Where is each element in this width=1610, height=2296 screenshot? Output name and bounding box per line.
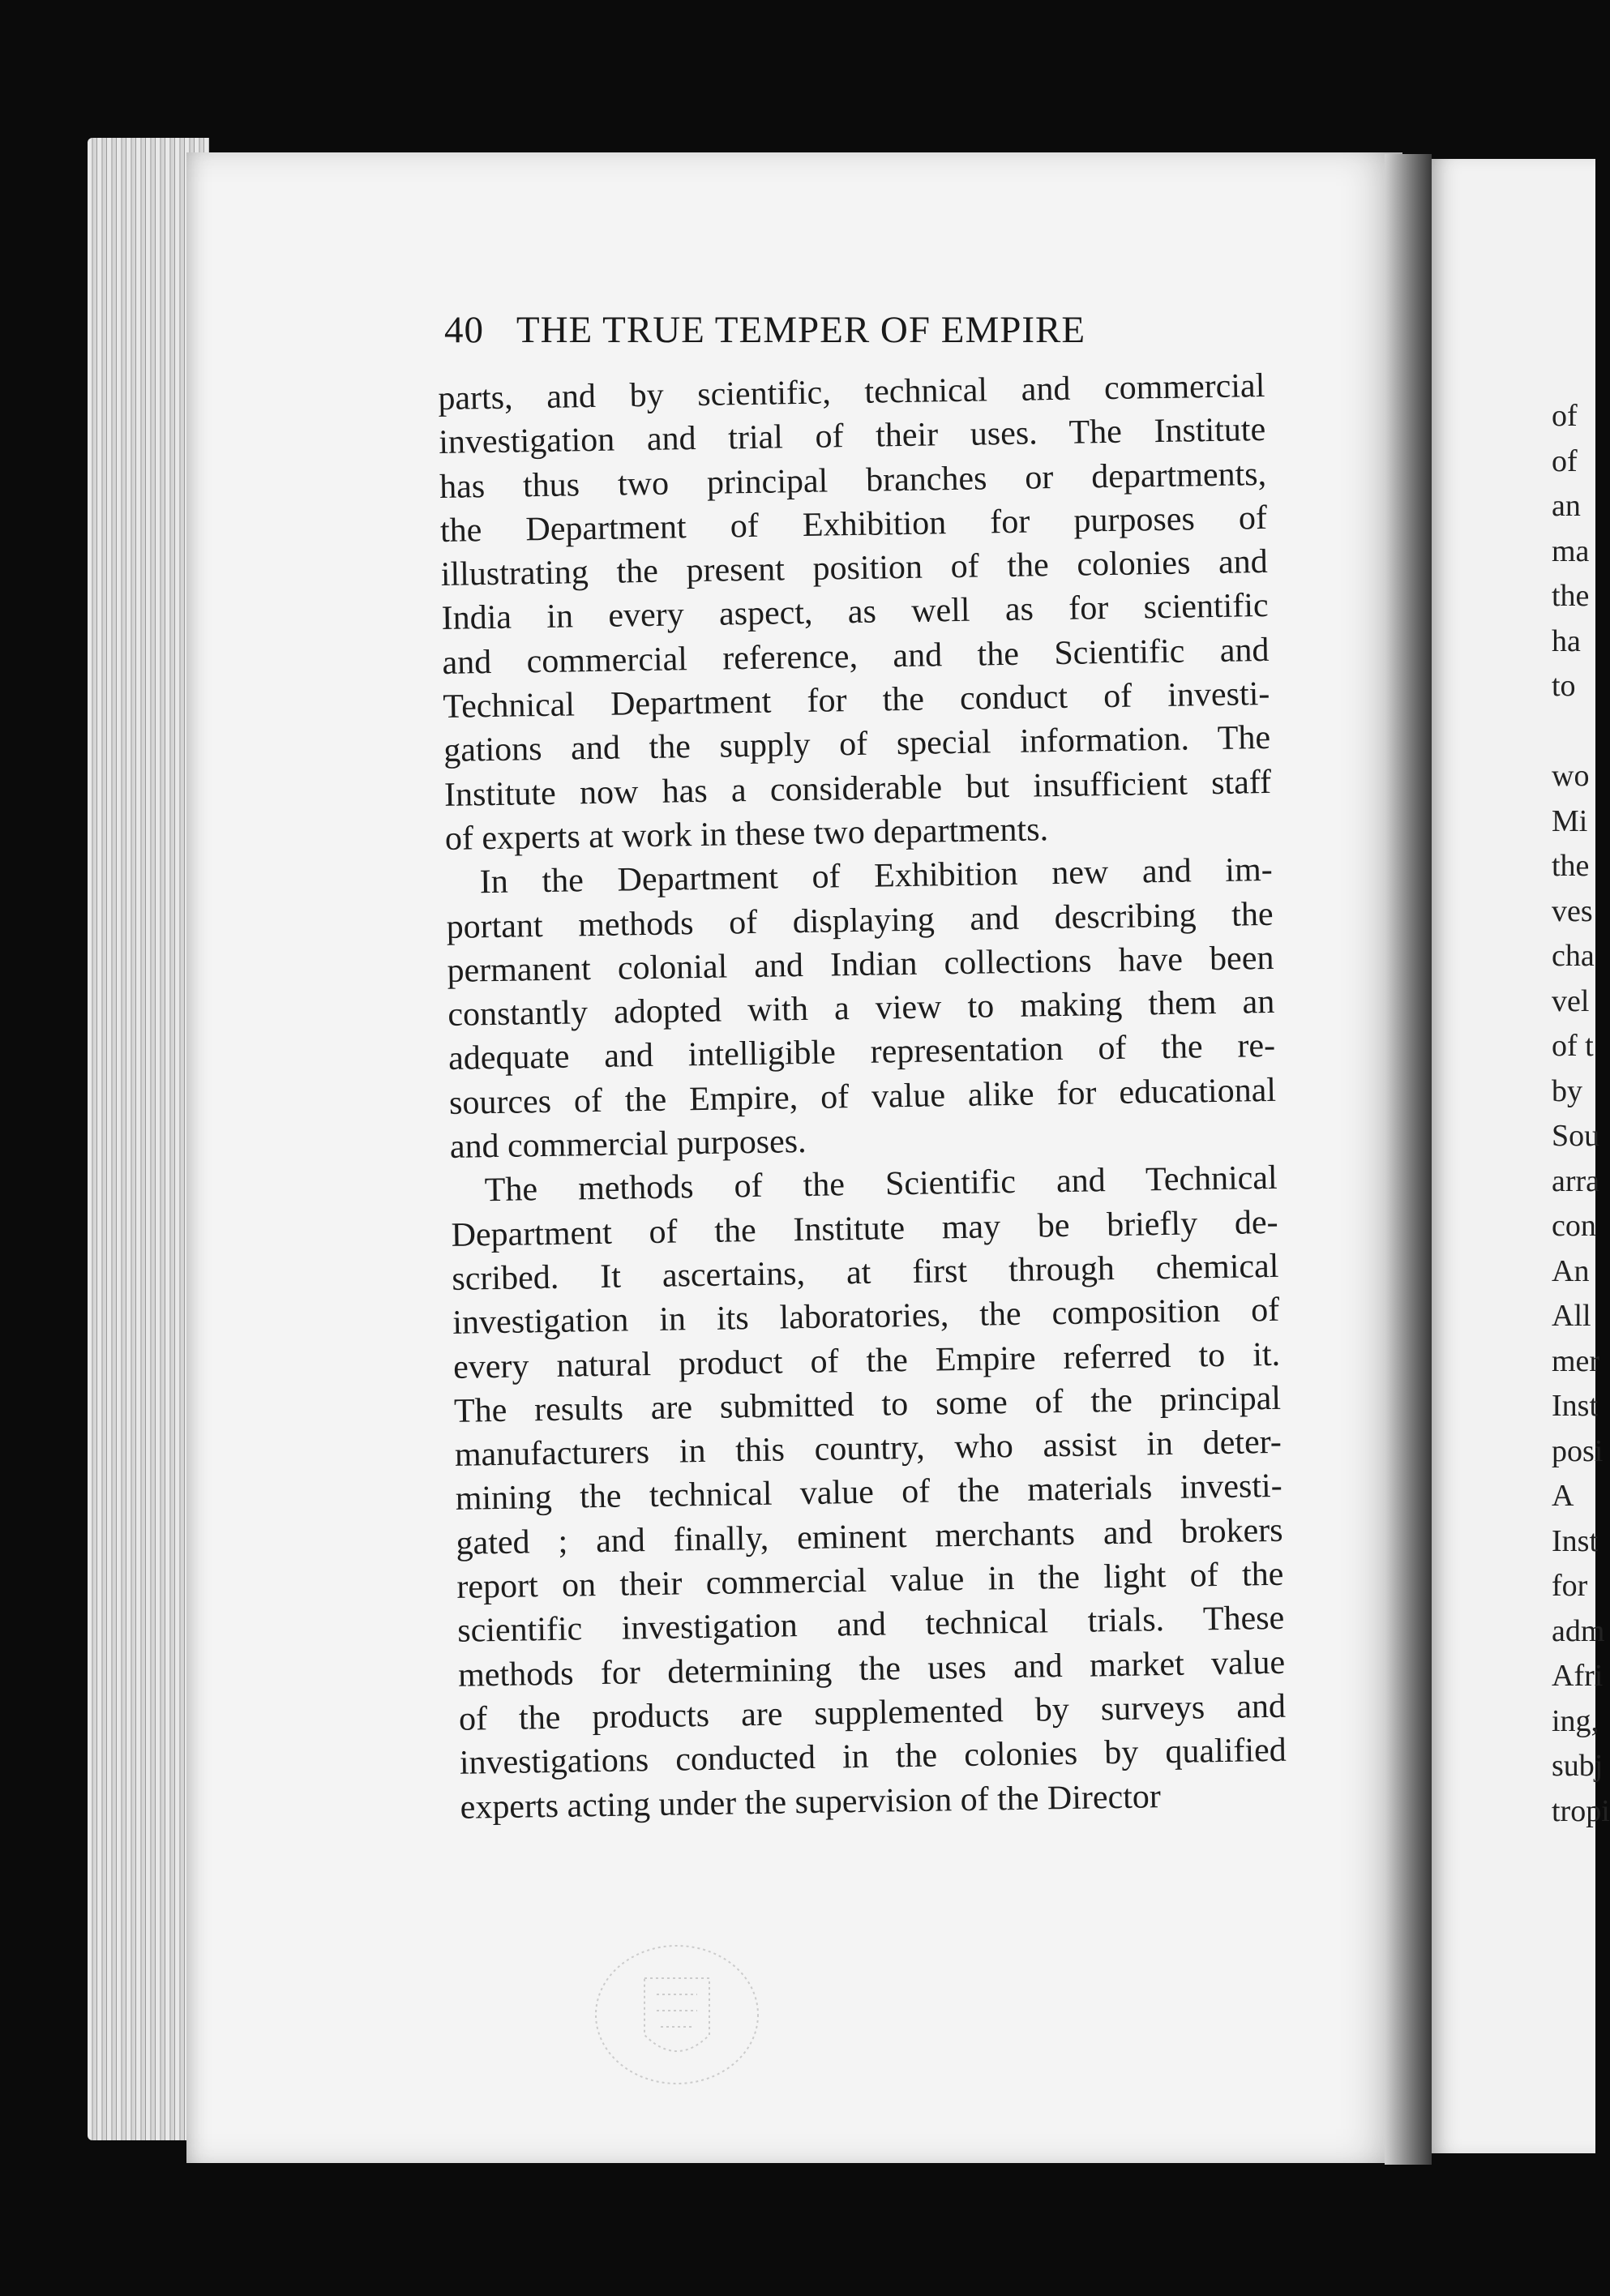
text-line: Department of the Institute may be briefly de- xyxy=(451,1203,1278,1254)
facing-line-fragment: the xyxy=(1552,579,1590,613)
text-line: investigation and trial of their uses. The Institute xyxy=(438,411,1266,462)
facing-line-fragment: for xyxy=(1552,1569,1588,1603)
text-line: India in every aspect, as well as for scientific xyxy=(441,587,1269,638)
text-line: mining the technical value of the materials investi- xyxy=(455,1467,1282,1519)
facing-line-fragment: Afri xyxy=(1552,1659,1604,1693)
book-gutter xyxy=(1385,154,1432,2165)
facing-line-fragment: to xyxy=(1552,669,1576,703)
facing-line-fragment: A xyxy=(1552,1479,1574,1513)
running-title: THE TRUE TEMPER OF EMPIRE xyxy=(516,309,1086,351)
running-header xyxy=(444,308,1085,352)
facing-line-fragment: by xyxy=(1552,1073,1582,1108)
page-body xyxy=(438,364,1287,1830)
page-number: 40 xyxy=(444,309,484,351)
facing-line-fragment: ha xyxy=(1552,623,1581,658)
facing-line-fragment: Mi xyxy=(1552,803,1588,838)
facing-line-fragment: wo xyxy=(1552,759,1590,793)
facing-line-fragment: All xyxy=(1552,1299,1591,1333)
text-line: every natural product of the Empire referred to it. xyxy=(452,1335,1281,1386)
paragraph xyxy=(438,364,1272,861)
text-line: and commercial purposes. xyxy=(449,1123,807,1166)
text-line: gated ; and finally, eminent merchants and brokers xyxy=(456,1511,1283,1562)
text-line: scribed. It ascertains, at first through chemical xyxy=(452,1247,1279,1298)
facing-line-fragment: an xyxy=(1552,489,1581,523)
text-line: adequate and intelligible representation of the re- xyxy=(447,1027,1276,1078)
text-line: manufacturers in this country, who assist in deter- xyxy=(454,1423,1282,1474)
text-line: permanent colonial and Indian collections have been xyxy=(447,939,1274,990)
text-line: methods for determining the uses and market value xyxy=(457,1643,1286,1694)
facing-line-fragment: subj xyxy=(1552,1749,1604,1783)
facing-line-fragment: vel xyxy=(1552,983,1590,1018)
facing-line-fragment: ing, xyxy=(1552,1703,1599,1738)
facing-page-text xyxy=(1552,394,1610,1834)
facing-line-fragment: mer xyxy=(1552,1343,1600,1378)
facing-line-fragment: of t xyxy=(1552,1029,1594,1063)
text-line: of the products are supplemented by surveys and xyxy=(458,1687,1287,1738)
text-line: experts acting under the supervision of the Director xyxy=(460,1777,1162,1827)
facing-line-fragment: Inst xyxy=(1552,1523,1598,1558)
text-line: report on their commercial value in the light of the xyxy=(456,1555,1284,1606)
paragraph xyxy=(450,1156,1287,1829)
facing-line-fragment: Sou xyxy=(1552,1119,1600,1153)
text-line: parts, and by scientific, technical and commercial xyxy=(438,366,1265,418)
text-line: portant methods of displaying and describing the xyxy=(446,895,1274,946)
text-line: In the Department of Exhibition new and im- xyxy=(479,851,1274,902)
text-line: sources of the Empire, of value alike for educational xyxy=(448,1071,1277,1122)
text-line: Institute now has a considerable but insufficient staff xyxy=(443,763,1272,814)
library-stamp-icon xyxy=(580,1934,774,2096)
facing-line-fragment: con xyxy=(1552,1209,1596,1243)
facing-line-fragment: tropi xyxy=(1552,1793,1610,1828)
text-line: constantly adopted with a view to making them an xyxy=(447,983,1275,1034)
text-line: of experts at work in these two departments. xyxy=(444,811,1049,858)
facing-line-fragment: adm xyxy=(1552,1613,1605,1648)
text-line: Technical Department for the conduct of investi- xyxy=(443,675,1270,726)
facing-line-fragment: ves xyxy=(1552,893,1593,928)
text-line: has thus two principal branches or departments, xyxy=(439,455,1267,506)
text-line: scientific investigation and technical trials. These xyxy=(456,1600,1285,1651)
facing-line-fragment: An xyxy=(1552,1253,1590,1288)
facing-line-fragment: the xyxy=(1552,849,1590,883)
facing-line-fragment: cha xyxy=(1552,939,1595,973)
text-line: investigations conducted in the colonies by qualified xyxy=(459,1731,1287,1782)
facing-line-fragment: of xyxy=(1552,443,1578,478)
text-line: the Department of Exhibition for purposes of xyxy=(439,499,1268,550)
text-line: The methods of the Scientific and Technical xyxy=(484,1159,1278,1210)
text-line: investigation in its laboratories, the composition of xyxy=(452,1292,1280,1343)
facing-line-fragment: posi xyxy=(1552,1433,1604,1468)
paragraph xyxy=(445,848,1277,1169)
text-line: illustrating the present position of the colonies and xyxy=(440,543,1269,594)
facing-line-fragment: Inst xyxy=(1552,1389,1598,1423)
text-line: and commercial reference, and the Scientific and xyxy=(442,631,1270,682)
facing-line-fragment xyxy=(1552,709,1610,755)
facing-line-fragment: arra xyxy=(1552,1163,1600,1198)
text-line: gations and the supply of special information. The xyxy=(443,719,1271,770)
text-line: The results are submitted to some of the principal xyxy=(453,1379,1282,1430)
facing-line-fragment: ma xyxy=(1552,533,1590,568)
facing-line-fragment: of xyxy=(1552,399,1578,433)
